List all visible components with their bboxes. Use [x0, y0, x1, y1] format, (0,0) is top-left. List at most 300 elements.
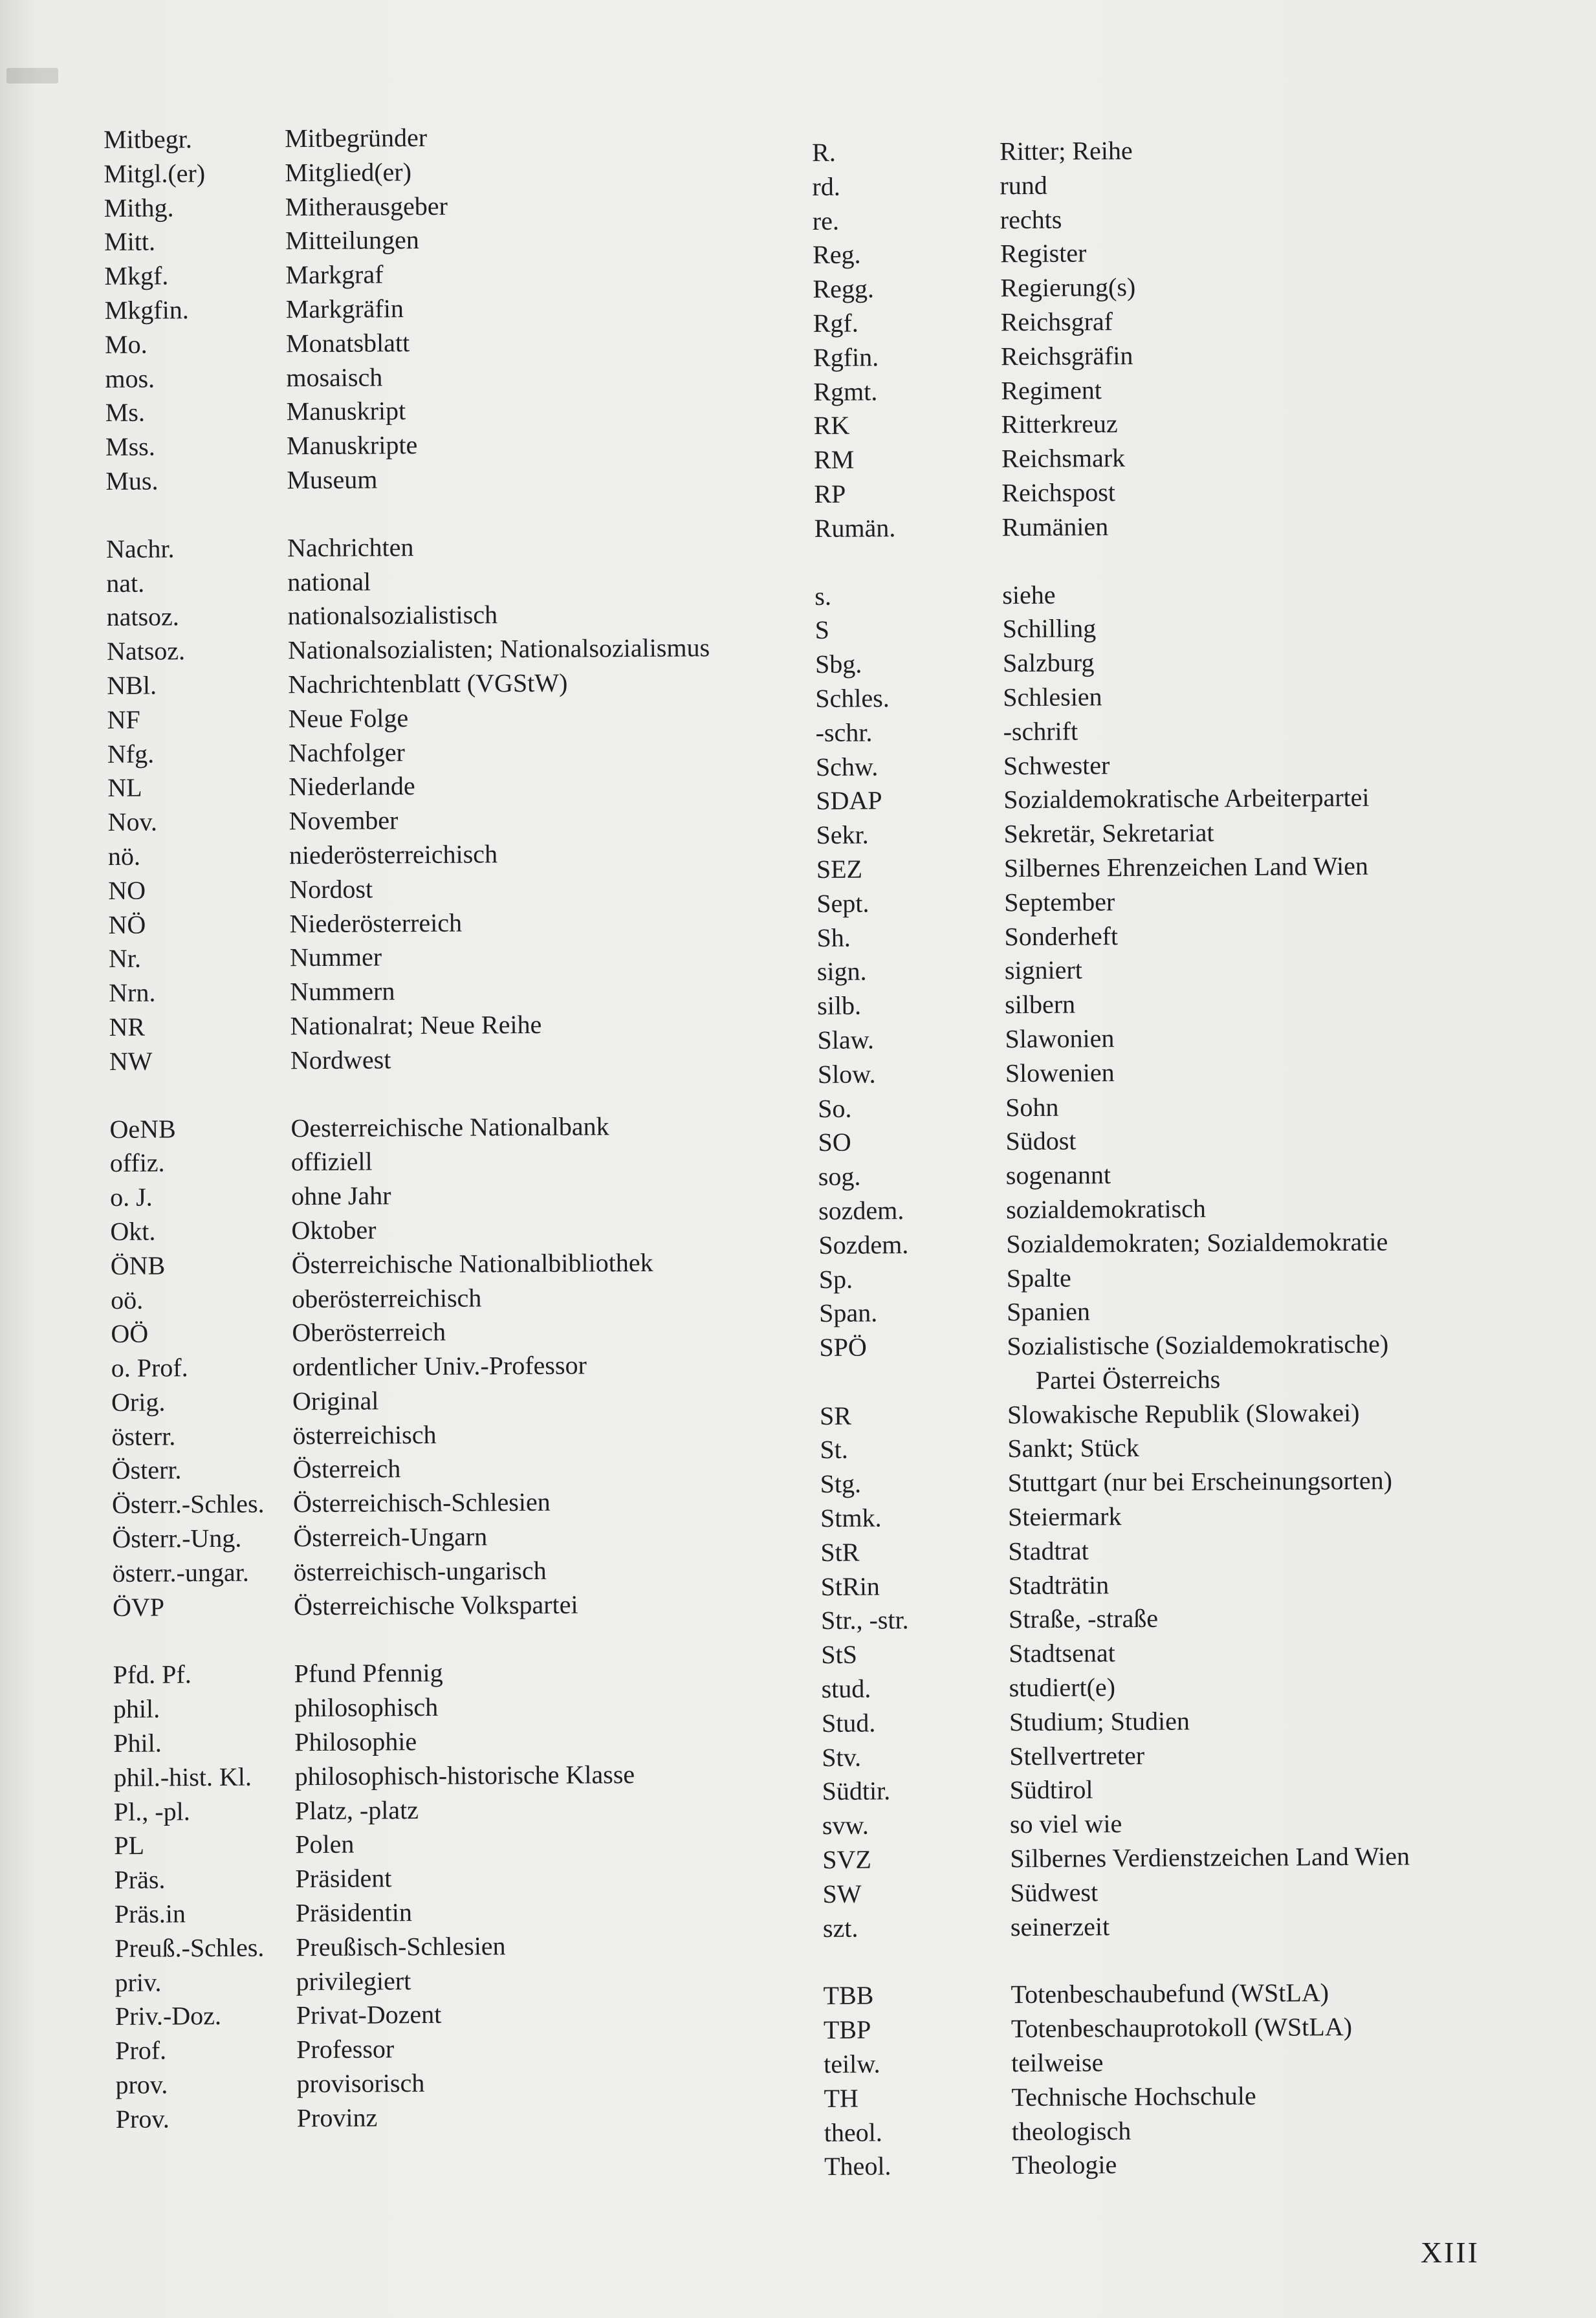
abbreviation-entry: [818, 1053, 1516, 1091]
abbreviation-entry: [107, 596, 793, 635]
abbreviation-meaning: Privat-Dozent: [296, 2000, 442, 2030]
abbreviation-entry: [105, 323, 791, 362]
abbreviation: rd.: [812, 171, 840, 201]
abbreviation-meaning: Nationalrat; Neue Reihe: [290, 1009, 542, 1041]
abbreviation-entry: [816, 746, 1514, 784]
abbreviation-meaning: Manuskript: [286, 396, 406, 426]
abbreviation-meaning: Oberösterreich: [292, 1317, 446, 1348]
abbreviation-meaning: Nordwest: [290, 1045, 391, 1075]
abbreviation: OeNB: [109, 1113, 176, 1144]
abbreviation-meaning: Straße, -straße: [1008, 1604, 1159, 1634]
abbreviation-entry: [820, 1497, 1519, 1535]
abbreviation-entry: [105, 358, 791, 396]
abbreviation: -schr.: [815, 717, 873, 747]
abbreviation: phil.: [113, 1694, 160, 1724]
abbreviation: Mitgl.(er): [104, 158, 206, 188]
abbreviation: Pl., -pl.: [113, 1796, 190, 1826]
abbreviation-entry: [818, 1122, 1516, 1160]
abbreviation-meaning: ordentlicher Univ.-Professor: [292, 1350, 587, 1382]
abbreviation-entry: [113, 1756, 799, 1795]
abbreviation: StR: [820, 1537, 860, 1567]
abbreviation: Priv.-Doz.: [115, 2001, 222, 2031]
abbreviation: [820, 1364, 1007, 1399]
abbreviation-meaning: Niederösterreich: [289, 908, 463, 938]
abbreviation-meaning: Oktober: [291, 1215, 377, 1245]
abbreviation: Stg.: [820, 1469, 862, 1499]
abbreviation-entry: [813, 336, 1512, 375]
abbreviation: Theol.: [824, 2151, 891, 2181]
abbreviation-entry: [109, 972, 794, 1011]
abbreviation: Ms.: [105, 397, 146, 428]
abbreviation-entry: [819, 1258, 1518, 1296]
abbreviation-meaning: Nummer: [289, 942, 382, 972]
abbreviation-meaning: philosophisch: [294, 1692, 439, 1723]
abbreviation-meaning: Präsident: [295, 1863, 392, 1894]
abbreviation-entry: [822, 1771, 1520, 1809]
abbreviation-entry: [824, 2146, 1523, 2184]
abbreviation-meaning: seinerzeit: [1010, 1911, 1110, 1941]
abbreviation: Pfd. Pf.: [113, 1659, 191, 1690]
abbreviation-entry: [113, 1723, 799, 1761]
abbreviation: R.: [812, 137, 836, 167]
abbreviation-meaning: Nachfolger: [288, 737, 405, 767]
abbreviation: phil.-hist. Kl.: [113, 1762, 252, 1792]
abbreviation: szt.: [822, 1913, 858, 1943]
abbreviation-group: [814, 575, 1522, 1945]
abbreviation-meaning: Österreich: [292, 1454, 401, 1484]
abbreviation-entry: [816, 882, 1515, 921]
abbreviation-group: [106, 528, 795, 1078]
abbreviation: SDAP: [816, 785, 882, 816]
abbreviation: Sbg.: [814, 649, 862, 679]
abbreviation: SEZ: [816, 854, 863, 884]
abbreviation-meaning: Provinz: [296, 2103, 378, 2133]
abbreviation-entry: [812, 166, 1511, 204]
abbreviation: NÖ: [108, 910, 146, 939]
abbreviation: Mithg.: [104, 192, 174, 223]
abbreviation-entry: [112, 1484, 798, 1522]
abbreviation-entry: [823, 1907, 1522, 1945]
abbreviation: Slaw.: [817, 1025, 875, 1055]
abbreviation-entry: [817, 1019, 1516, 1057]
abbreviation-entry: [812, 131, 1511, 169]
abbreviation-meaning: Spalte: [1006, 1263, 1071, 1293]
abbreviation-entry: [105, 426, 791, 465]
abbreviation-meaning: Technische Hochschule: [1011, 2081, 1256, 2112]
abbreviation-entry: [820, 1429, 1518, 1467]
abbreviation-meaning: September: [1004, 886, 1115, 917]
abbreviation-entry: [816, 848, 1515, 886]
abbreviation-meaning: Markgräfin: [285, 294, 404, 324]
abbreviation-group: [113, 1654, 801, 2137]
abbreviation-entry: [818, 1155, 1517, 1194]
abbreviation-entry: [114, 1859, 800, 1897]
abbreviation-meaning: Philosophie: [294, 1727, 417, 1757]
abbreviation-entry: [814, 473, 1513, 511]
abbreviation-entry: [107, 699, 793, 737]
abbreviation: österr.-ungar.: [112, 1557, 249, 1588]
abbreviation: TBB: [823, 1980, 874, 2011]
right-abbreviation-column: [812, 131, 1524, 2218]
abbreviation-meaning: Nationalsozialisten; Nationalsozialismus: [287, 633, 710, 665]
abbreviation: Slow.: [817, 1059, 876, 1089]
abbreviation-meaning: Pfund Pfennig: [294, 1658, 443, 1689]
abbreviation-meaning: Reichsgräfin: [1000, 340, 1133, 371]
abbreviation-meaning: Slawonien: [1005, 1023, 1115, 1054]
abbreviation: oö.: [110, 1285, 144, 1315]
abbreviation: SPÖ: [819, 1332, 867, 1362]
abbreviation-entry: [823, 1975, 1522, 2013]
abbreviation-meaning: teilweise: [1011, 2048, 1104, 2078]
abbreviation: Sekr.: [816, 820, 869, 850]
abbreviation: So.: [818, 1093, 852, 1123]
abbreviation: Österr.: [111, 1455, 182, 1485]
abbreviation-entry: [108, 904, 794, 942]
abbreviation-entry: [115, 1962, 800, 2000]
abbreviation-meaning: Theologie: [1012, 2150, 1117, 2180]
abbreviation-meaning: österreichisch: [292, 1419, 437, 1450]
abbreviation-meaning: November: [289, 805, 399, 836]
abbreviation: Sept.: [816, 888, 869, 918]
abbreviation: Präs.in: [114, 1899, 186, 1929]
abbreviation-meaning: Regiment: [1001, 375, 1102, 405]
abbreviation-entry: [109, 1108, 795, 1146]
abbreviation-entry: [818, 1088, 1516, 1126]
abbreviation-entry: [106, 562, 792, 600]
abbreviation-entry: [111, 1416, 797, 1454]
abbreviation-meaning: Professor: [296, 2034, 395, 2064]
abbreviation-entry: [109, 1006, 794, 1044]
abbreviation: SR: [819, 1401, 852, 1430]
abbreviation-entry: [822, 1736, 1520, 1775]
abbreviation: SO: [818, 1127, 851, 1157]
abbreviation-entry: [112, 1450, 798, 1488]
abbreviation: Prov.: [115, 2104, 169, 2134]
abbreviation: Sp.: [818, 1264, 853, 1294]
abbreviation-entry: [814, 575, 1513, 613]
abbreviation-meaning: Polen: [295, 1830, 355, 1859]
abbreviation-entry: [114, 1791, 800, 1829]
abbreviation: Nrn.: [109, 978, 156, 1008]
abbreviation: OÖ: [111, 1318, 149, 1349]
abbreviation-entry: [820, 1395, 1518, 1433]
abbreviation-group: [812, 131, 1513, 545]
abbreviation-entry: [111, 1279, 796, 1317]
abbreviation-meaning: Rumänien: [1001, 511, 1109, 541]
abbreviation-meaning: theologisch: [1011, 2116, 1131, 2146]
abbreviation-entry: [105, 392, 791, 430]
abbreviation-entry: [108, 869, 794, 908]
abbreviation-entry: [824, 2077, 1522, 2116]
abbreviation-entry: [104, 221, 790, 259]
abbreviation-entry: [815, 677, 1514, 716]
abbreviation: Sozdem.: [818, 1229, 909, 1260]
abbreviation-meaning: Südost: [1005, 1126, 1077, 1156]
abbreviation-entry: [115, 2064, 801, 2103]
abbreviation-entry: [817, 951, 1516, 989]
abbreviation: Rumän.: [814, 512, 896, 543]
abbreviation-meaning: Preußisch-Schlesien: [296, 1931, 506, 1962]
abbreviation-entry: [822, 1702, 1520, 1740]
abbreviation-meaning: Reichsgraf: [1000, 307, 1113, 337]
abbreviation-entry: [113, 1586, 798, 1624]
abbreviation: Nachr.: [105, 534, 175, 563]
abbreviation-entry: [115, 2030, 801, 2068]
abbreviation-entry: [105, 290, 791, 328]
abbreviation-group: [104, 119, 792, 499]
abbreviation: RK: [813, 411, 850, 441]
abbreviation: Mitt.: [104, 226, 156, 257]
abbreviation-entry: [111, 1245, 796, 1283]
abbreviation-entry: [815, 609, 1514, 648]
abbreviation: Schw.: [815, 751, 879, 782]
abbreviation-entry: [817, 985, 1516, 1023]
abbreviation: s.: [814, 581, 832, 611]
abbreviation-meaning: ohne Jahr: [291, 1181, 391, 1211]
abbreviation: Regg.: [813, 274, 875, 304]
abbreviation-meaning: -schrift: [1003, 716, 1078, 746]
abbreviation-meaning: Salzburg: [1002, 648, 1095, 678]
abbreviation-meaning: Reichsmark: [1001, 443, 1126, 474]
abbreviation: SVZ: [822, 1844, 871, 1874]
abbreviation-entry: [815, 712, 1514, 750]
abbreviation-entry: [111, 1313, 796, 1351]
abbreviation-meaning: offiziell: [290, 1146, 373, 1177]
abbreviation-meaning: Platz, -platz: [294, 1795, 419, 1825]
abbreviation: priv.: [115, 1967, 162, 1997]
abbreviation-meaning: Sonderheft: [1004, 921, 1119, 951]
abbreviation: silb.: [817, 990, 862, 1021]
abbreviation-meaning: Steiermark: [1007, 1502, 1122, 1532]
abbreviation: Mss.: [105, 432, 155, 462]
abbreviation: ÖVP: [112, 1592, 165, 1622]
abbreviation-meaning: Spanien: [1006, 1296, 1091, 1327]
abbreviation-meaning: österreichisch-ungarisch: [293, 1555, 547, 1587]
abbreviation: PL: [114, 1831, 145, 1861]
abbreviation-entry: [111, 1348, 797, 1386]
abbreviation-meaning: Sozialistische (Sozialdemokratische): [1007, 1329, 1389, 1361]
left-abbreviation-column: [104, 119, 802, 2170]
abbreviation: theol.: [824, 2117, 882, 2147]
abbreviation-meaning: rund: [1000, 170, 1047, 201]
abbreviation-entry: [109, 1040, 795, 1078]
abbreviation-entry: [821, 1600, 1520, 1638]
abbreviation: teilw.: [824, 2049, 880, 2079]
page-number: XIII: [1420, 2236, 1480, 2269]
abbreviation-entry: [822, 1668, 1520, 1706]
abbreviation-group: [823, 1975, 1523, 2184]
scan-corner-mark: [6, 68, 58, 83]
abbreviation: Rgmt.: [813, 376, 878, 406]
abbreviation-meaning: Mitglied(er): [285, 157, 412, 188]
abbreviation: Stud.: [821, 1708, 876, 1738]
abbreviation: NL: [107, 772, 142, 803]
abbreviation-entry: [113, 1689, 799, 1727]
abbreviation-meaning: Silbernes Verdienstzeichen Land Wien: [1010, 1841, 1410, 1874]
abbreviation-meaning: Präsidentin: [295, 1897, 413, 1928]
abbreviation-meaning: Original: [292, 1386, 379, 1416]
abbreviation-meaning: Neue Folge: [288, 703, 409, 734]
abbreviation: Stv.: [822, 1742, 862, 1772]
abbreviation: Rgf.: [813, 308, 858, 338]
abbreviation-meaning: philosophisch-historische Klasse: [294, 1759, 635, 1791]
abbreviation-entry: [116, 2098, 802, 2136]
abbreviation-meaning: Nachrichtenblatt (VGStW): [288, 668, 568, 699]
abbreviation-meaning: Slowenien: [1005, 1057, 1115, 1088]
abbreviation-meaning: Sozialdemokratische Arbeiterpartei: [1003, 783, 1370, 815]
abbreviation-entry: [104, 187, 790, 225]
abbreviation: re.: [812, 206, 840, 235]
abbreviation: NW: [109, 1046, 153, 1076]
abbreviation-meaning: Stuttgart (nur bei Erscheinungsorten): [1007, 1465, 1393, 1498]
abbreviation-entry: [114, 1825, 800, 1863]
abbreviation-entry: [108, 835, 794, 873]
abbreviation-meaning: Ritterkreuz: [1001, 409, 1118, 439]
abbreviation: NBl.: [107, 670, 157, 700]
abbreviation-entry: [110, 1143, 796, 1181]
abbreviation-entry: [107, 733, 793, 771]
abbreviation-meaning: niederösterreichisch: [289, 839, 498, 870]
abbreviation-entry: [813, 234, 1511, 272]
abbreviation-entry: [106, 528, 792, 566]
abbreviation-entry: [813, 200, 1511, 238]
abbreviation-entry: [107, 631, 793, 669]
abbreviation: St.: [820, 1435, 848, 1465]
abbreviation-meaning: oberösterreichisch: [291, 1282, 482, 1313]
abbreviation: SW: [822, 1879, 862, 1908]
abbreviation-meaning: Sozialdemokraten; Sozialdemokratie: [1006, 1227, 1388, 1258]
abbreviation-meaning: Nordost: [289, 874, 373, 904]
abbreviation-entry: [822, 1805, 1521, 1843]
abbreviation-meaning: Schilling: [1002, 613, 1097, 644]
abbreviation-meaning: mosaisch: [286, 362, 383, 392]
abbreviation: Str., -str.: [820, 1605, 909, 1635]
abbreviation-entry: [814, 439, 1513, 477]
abbreviation: Österr.-Ung.: [112, 1523, 242, 1554]
abbreviation-meaning: Mitbegründer: [285, 122, 428, 153]
abbreviation-meaning: sozialdemokratisch: [1006, 1194, 1207, 1225]
abbreviation-entry: [821, 1566, 1520, 1604]
abbreviation: sign.: [816, 956, 867, 987]
abbreviation-entry: [818, 1190, 1517, 1228]
abbreviation-entry: [115, 1894, 800, 1932]
abbreviation-meaning: sogenannt: [1005, 1160, 1111, 1190]
abbreviation: Schles.: [815, 683, 890, 713]
abbreviation: mos.: [105, 364, 155, 393]
abbreviation-meaning: Totenbeschauprotokoll (WStLA): [1011, 2012, 1353, 2044]
abbreviation-entry: [105, 460, 791, 498]
abbreviation: RP: [814, 479, 846, 508]
abbreviation-meaning: Österreich-Ungarn: [293, 1522, 488, 1553]
abbreviation: StS: [821, 1639, 858, 1670]
abbreviation: Prof.: [115, 2035, 167, 2066]
abbreviation-entry: [821, 1634, 1520, 1672]
abbreviation-entry: [820, 1463, 1519, 1502]
abbreviation-meaning: Slowakische Republik (Slowakei): [1007, 1397, 1360, 1429]
abbreviation-meaning: Stadtrat: [1008, 1536, 1089, 1566]
abbreviation-entry: [113, 1552, 798, 1590]
abbreviation-entry: [818, 1224, 1517, 1262]
abbreviation-entry: [816, 780, 1514, 818]
abbreviation-meaning: privilegiert: [296, 1965, 411, 1996]
abbreviation: Südtir.: [822, 1776, 891, 1806]
abbreviation-meaning: Ritter; Reihe: [1000, 135, 1133, 166]
abbreviation: Rgfin.: [813, 342, 879, 372]
abbreviation: Preuß.-Schles.: [115, 1932, 265, 1963]
abbreviation: Nov.: [107, 807, 158, 837]
abbreviation-entry: [104, 119, 789, 157]
abbreviation-meaning: provisorisch: [296, 2068, 425, 2099]
abbreviation-meaning: Partei Österreichs: [1035, 1364, 1221, 1395]
abbreviation-entry: [104, 256, 790, 294]
abbreviation: ÖNB: [110, 1251, 166, 1280]
abbreviation-meaning: Schlesien: [1003, 682, 1102, 712]
abbreviation: RM: [813, 444, 855, 475]
abbreviation: Mus.: [105, 466, 159, 496]
abbreviation-meaning: Stellvertreter: [1009, 1740, 1145, 1771]
abbreviation: TBP: [823, 2015, 871, 2045]
abbreviation: Mitbegr.: [104, 124, 192, 154]
abbreviation: Mkgfin.: [104, 295, 189, 325]
abbreviation-meaning: Sekretär, Sekretariat: [1003, 818, 1214, 849]
abbreviation: svw.: [822, 1810, 869, 1841]
abbreviation: Reg.: [812, 239, 861, 270]
abbreviation-meaning: Schwester: [1003, 750, 1110, 780]
abbreviation-meaning: Studium; Studien: [1009, 1706, 1190, 1737]
abbreviation: offiz.: [109, 1148, 165, 1178]
abbreviation: Österr.-Schles.: [111, 1489, 265, 1520]
abbreviation-entry: [822, 1839, 1521, 1877]
abbreviation: natsoz.: [106, 602, 179, 632]
abbreviation-meaning: Südwest: [1010, 1877, 1099, 1908]
abbreviation-meaning: Mitherausgeber: [285, 191, 448, 221]
abbreviation-group: [109, 1108, 798, 1624]
abbreviation-entry: [813, 302, 1512, 340]
abbreviation-entry: [814, 507, 1513, 545]
abbreviation-entry: [813, 371, 1512, 409]
abbreviation: prov.: [115, 2070, 168, 2099]
abbreviation: NR: [109, 1012, 146, 1042]
abbreviation-meaning: so viel wie: [1009, 1809, 1122, 1839]
abbreviation-entry: [820, 1361, 1518, 1399]
abbreviation: Mkgf.: [104, 261, 169, 291]
abbreviation-entry: [824, 2112, 1523, 2150]
abbreviation-meaning: Sankt; Stück: [1007, 1433, 1139, 1463]
abbreviation-meaning: Reichspost: [1001, 477, 1116, 508]
abbreviation: nat.: [106, 568, 145, 598]
abbreviation-meaning: Österreichische Volkspartei: [293, 1590, 578, 1621]
abbreviation-meaning: Nummern: [290, 976, 395, 1007]
abbreviation-meaning: Silbernes Ehrenzeichen Land Wien: [1003, 851, 1369, 883]
abbreviation-meaning: Südtirol: [1009, 1775, 1093, 1805]
abbreviation-entry: [813, 268, 1511, 307]
abbreviation-entry: [104, 153, 789, 191]
abbreviation-entry: [109, 938, 794, 976]
abbreviation-entry: [110, 1177, 796, 1215]
abbreviation: S: [814, 615, 830, 645]
abbreviation: Orig.: [111, 1387, 166, 1417]
abbreviation-entry: [824, 2043, 1522, 2081]
abbreviation-entry: [816, 917, 1515, 955]
abbreviation-meaning: Museum: [287, 465, 378, 495]
abbreviation: Präs.: [114, 1864, 166, 1895]
abbreviation: Natsoz.: [106, 636, 186, 666]
abbreviation-entry: [107, 664, 793, 703]
abbreviation-entry: [111, 1381, 797, 1419]
abbreviation-meaning: siehe: [1002, 580, 1056, 609]
abbreviation-entry: [819, 1326, 1518, 1364]
abbreviation-meaning: Stadtsenat: [1009, 1638, 1115, 1668]
